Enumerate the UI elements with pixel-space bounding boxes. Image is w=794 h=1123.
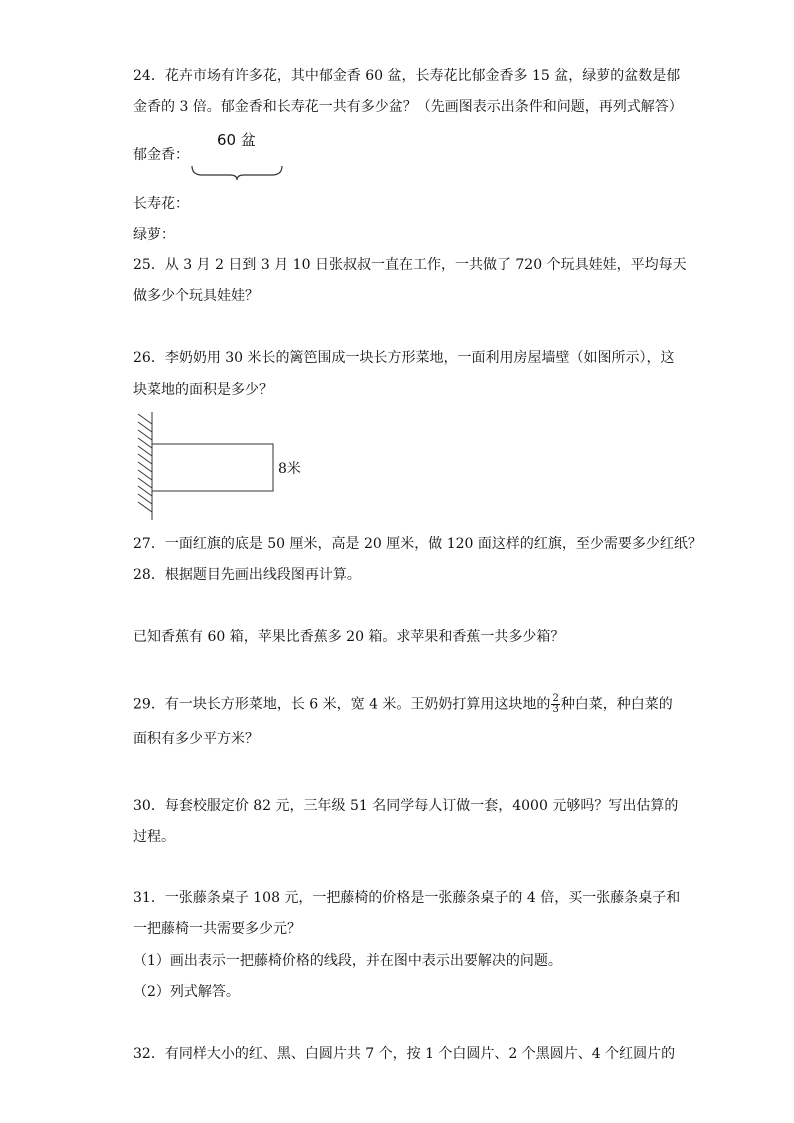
q31-line-2: 一把藤椅一共需要多少元？ [133, 921, 301, 937]
q29-fraction [551, 694, 559, 715]
q31-sub-2: （2）列式解答。 [133, 984, 240, 1000]
q24-tulip-label: 郁金香： [133, 147, 189, 163]
q29-line-2: 面积有多少平方米？ [133, 731, 259, 747]
q26-line-1: 26．李奶奶用 30 米长的篱笆围成一块长方形菜地，一面利用房屋墙壁（如图所示），这 [133, 350, 675, 366]
q29-fraction-numerator: 2 [552, 693, 559, 704]
q29-line-1-b: 种白菜，种白菜的 [560, 696, 673, 713]
q24-line-1: 24．花卉市场有许多花，其中郁金香 60 盆，长寿花比郁金香多 15 盆，绿萝的盆数是郁 [133, 68, 681, 84]
q25-line-2: 做多少个玩具娃娃？ [133, 288, 259, 304]
q25-line-1: 25．从 3 月 2 日到 3 月 10 日张叔叔一直在工作，一共做了 720 个玩具娃娃，平均每天 [133, 257, 687, 273]
q28-line-1: 28．根据题目先画出线段图再计算。 [133, 567, 361, 583]
q30-line-1: 30．每套校服定价 82 元，三年级 51 名同学每人订做一套，4000 元够吗？写出估算的 [133, 798, 679, 814]
q26-side-label: 8米 [278, 461, 301, 477]
q32-line-1: 32．有同样大小的红、黑、白圆片共 7 个，按 1 个白圆片、2 个黑圆片、4 个红圆片的 [133, 1046, 676, 1062]
q28-line-2: 已知香蕉有 60 箱，苹果比香蕉多 20 箱。求苹果和香蕉一共多少箱？ [133, 629, 565, 645]
q30-line-2: 过程。 [133, 829, 175, 845]
q24-longevity-label: 长寿花： [133, 196, 189, 212]
q29-fraction-denominator: 3 [552, 704, 559, 715]
q24-line-2: 金香的 3 倍。郁金香和长寿花一共有多少盆？（先画图表示出条件和问题，再列式解答） [133, 99, 683, 115]
q24-brace-label: 60 盆 [217, 131, 256, 149]
q31-sub-1: （1）画出表示一把藤椅价格的线段，并在图中表示出要解决的问题。 [133, 953, 562, 969]
q31-line-1: 31．一张藤条桌子 108 元，一把藤椅的价格是一张藤条桌子的 4 倍，买一张藤条桌子和 [133, 890, 681, 906]
garden-rectangle [152, 444, 273, 491]
q26-line-2: 块菜地的面积是多少？ [133, 382, 273, 398]
q29-line-1 [133, 694, 673, 715]
q24-brace [190, 158, 286, 182]
wall-hatching [138, 412, 152, 520]
q24-pothos-label: 绿萝： [133, 227, 175, 243]
q27-line-1: 27．一面红旗的底是 50 厘米，高是 20 厘米，做 120 面这样的红旗，至少需要多少红纸？ [133, 536, 702, 552]
q29-line-1-a: 29．有一块长方形菜地，长 6 米，宽 4 米。王奶奶打算用这块地的 [133, 696, 551, 713]
